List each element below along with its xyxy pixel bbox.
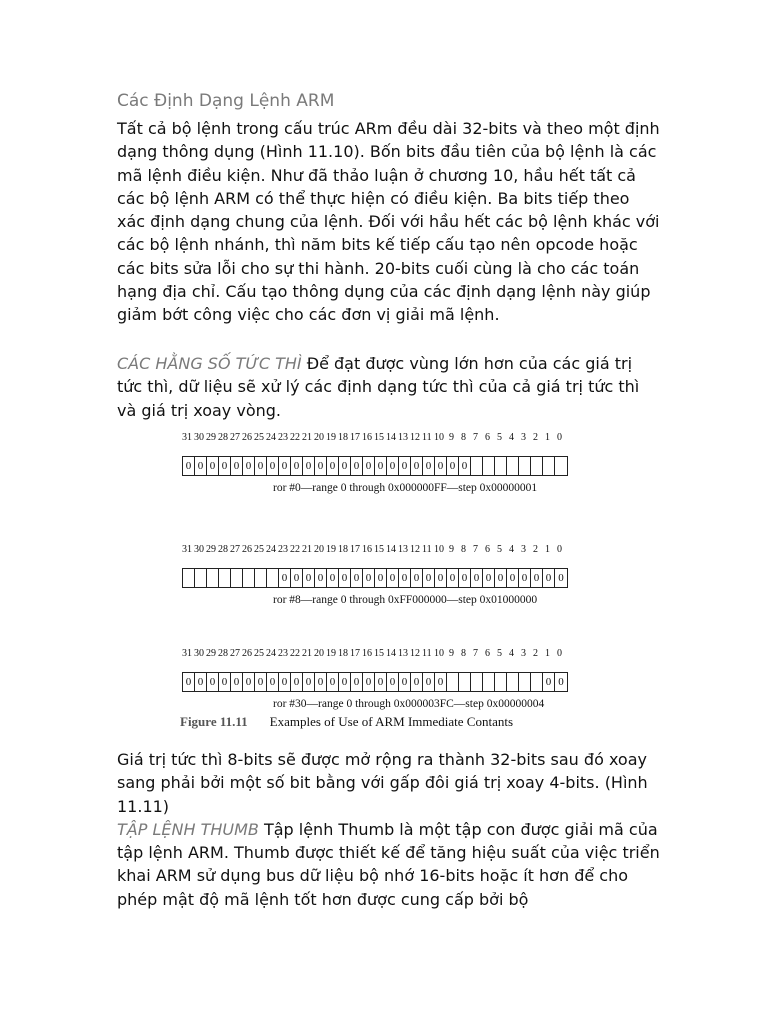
bit-number: 22 bbox=[290, 544, 300, 555]
bit-cell: 0 bbox=[351, 673, 363, 691]
bit-number: 3 bbox=[521, 432, 526, 443]
bit-number: 20 bbox=[314, 544, 324, 555]
bit-cell bbox=[195, 569, 207, 587]
bit-cell: 0 bbox=[231, 673, 243, 691]
bit-number: 3 bbox=[521, 544, 526, 555]
bit-number: 9 bbox=[449, 544, 454, 555]
bit-number: 28 bbox=[218, 648, 228, 659]
bit-cell: 0 bbox=[219, 673, 231, 691]
bit-cell: 0 bbox=[507, 569, 519, 587]
bit-cell bbox=[507, 673, 519, 691]
bit-number: 23 bbox=[278, 432, 288, 443]
bit-cell: 0 bbox=[423, 569, 435, 587]
bit-cell bbox=[183, 569, 195, 587]
bit-cell: 0 bbox=[495, 569, 507, 587]
bit-number: 8 bbox=[461, 648, 466, 659]
bit-number: 7 bbox=[473, 432, 478, 443]
bit-cell: 0 bbox=[231, 457, 243, 475]
bit-cell bbox=[519, 673, 531, 691]
bit-number: 1 bbox=[545, 544, 550, 555]
bit-cell bbox=[471, 673, 483, 691]
bit-number: 26 bbox=[242, 432, 252, 443]
bit-cell bbox=[243, 569, 255, 587]
bit-cell: 0 bbox=[558, 572, 564, 584]
bit-cell: 0 bbox=[399, 457, 411, 475]
paragraph-rotation-and-thumb bbox=[117, 748, 662, 911]
bit-number: 6 bbox=[485, 648, 490, 659]
bit-number: 5 bbox=[497, 432, 502, 443]
bit-cell: 0 bbox=[267, 673, 279, 691]
bit-number: 28 bbox=[218, 432, 228, 443]
bit-cell: 0 bbox=[279, 457, 291, 475]
bit-cells bbox=[182, 672, 568, 692]
bit-number-header bbox=[178, 544, 668, 560]
bit-cell: 0 bbox=[195, 673, 207, 691]
bit-cell: 0 bbox=[303, 673, 315, 691]
bit-number: 16 bbox=[362, 648, 372, 659]
bit-number: 5 bbox=[497, 648, 502, 659]
bit-cell bbox=[255, 569, 267, 587]
bit-cell: 0 bbox=[375, 457, 387, 475]
bit-number: 7 bbox=[473, 648, 478, 659]
bit-cell: 0 bbox=[435, 673, 447, 691]
bit-number: 21 bbox=[302, 432, 312, 443]
bit-number: 19 bbox=[326, 648, 336, 659]
bit-number: 18 bbox=[338, 432, 348, 443]
bit-cell bbox=[519, 457, 531, 475]
bit-cell bbox=[471, 457, 483, 475]
figure-caption bbox=[180, 714, 513, 730]
bit-cell: 0 bbox=[387, 457, 399, 475]
bit-cell: 0 bbox=[363, 457, 375, 475]
figure-title: Examples of Use of ARM Immediate Contants bbox=[269, 714, 514, 729]
figure-11-11 bbox=[178, 432, 688, 742]
bit-number: 15 bbox=[374, 432, 384, 443]
bit-number: 2 bbox=[533, 544, 538, 555]
bit-number: 2 bbox=[533, 432, 538, 443]
bit-number: 25 bbox=[254, 648, 264, 659]
bit-number: 8 bbox=[461, 432, 466, 443]
page-heading: Các Định Dạng Lệnh ARM bbox=[117, 91, 335, 111]
bit-cell bbox=[555, 457, 567, 475]
figure-number: Figure 11.11 bbox=[180, 714, 248, 729]
row-caption: ror #30—range 0 through 0x000003FC—step 0x00000004 bbox=[273, 698, 545, 710]
bit-cell: 0 bbox=[183, 457, 195, 475]
bit-cell: 0 bbox=[243, 673, 255, 691]
bit-cell: 0 bbox=[291, 673, 303, 691]
bit-number: 13 bbox=[398, 648, 408, 659]
bit-number: 19 bbox=[326, 544, 336, 555]
bit-cell bbox=[531, 457, 543, 475]
bit-number: 29 bbox=[206, 544, 216, 555]
bit-cell: 0 bbox=[459, 569, 471, 587]
bit-number: 30 bbox=[194, 648, 204, 659]
bit-number: 20 bbox=[314, 648, 324, 659]
bit-number: 17 bbox=[350, 432, 360, 443]
bit-cell: 0 bbox=[255, 457, 267, 475]
bit-number: 16 bbox=[362, 544, 372, 555]
bit-cell: 0 bbox=[315, 457, 327, 475]
bit-number: 0 bbox=[557, 648, 562, 659]
bit-number: 26 bbox=[242, 648, 252, 659]
bit-cell: 0 bbox=[363, 673, 375, 691]
bit-number: 27 bbox=[230, 432, 240, 443]
bit-cell: 0 bbox=[483, 569, 495, 587]
bit-number: 14 bbox=[386, 544, 396, 555]
bit-cell bbox=[483, 673, 495, 691]
bit-cell: 0 bbox=[435, 457, 447, 475]
bit-cell: 0 bbox=[351, 457, 363, 475]
bit-cell: 0 bbox=[411, 457, 423, 475]
bit-cell: 0 bbox=[183, 673, 195, 691]
bit-number: 12 bbox=[410, 648, 420, 659]
bit-number: 30 bbox=[194, 432, 204, 443]
bit-cell: 0 bbox=[327, 457, 339, 475]
bit-number: 1 bbox=[545, 648, 550, 659]
bit-cell: 0 bbox=[387, 569, 399, 587]
bit-number: 14 bbox=[386, 432, 396, 443]
bit-cell: 0 bbox=[363, 569, 375, 587]
bit-cell: 0 bbox=[447, 569, 459, 587]
bit-cell: 0 bbox=[291, 569, 303, 587]
bit-number: 25 bbox=[254, 432, 264, 443]
paragraph-instruction-format: Tất cả bộ lệnh trong cấu trúc ARm đều dài 32-bits và theo một định dạng thông dụng (Hình 11.10). Bốn bits đầu tiên của bộ lệnh là các mã lệnh điều kiện. Như đã thảo luận ở chương 10, hầu hết tất cả các bộ lệnh ARM có thể thực hiện có điều kiện. Ba bits tiếp theo xác định dạng chung của lệnh. Đối với hầu hết các bộ lệnh khác với các bộ lệnh nhánh, thì năm bits kế tiếp cấu tạo nên opcode hoặc các bits sửa lỗi cho sự thi hành. 20-bits cuối cùng là cho các toán hạng địa chỉ. Cấu tạo thông dụng của các định dạng lệnh này giúp giảm bớt công việc cho các đơn vị giải mã lệnh. bbox=[117, 119, 660, 325]
row-caption: ror #0—range 0 through 0x000000FF—step 0x00000001 bbox=[273, 482, 538, 494]
bit-cell bbox=[507, 457, 519, 475]
bit-number: 14 bbox=[386, 648, 396, 659]
bit-number: 17 bbox=[350, 544, 360, 555]
bit-number-header bbox=[178, 648, 668, 664]
bit-cell bbox=[531, 673, 543, 691]
bit-number: 4 bbox=[509, 648, 514, 659]
bit-number: 24 bbox=[266, 544, 276, 555]
bit-number: 29 bbox=[206, 432, 216, 443]
bit-cell: 0 bbox=[279, 569, 291, 587]
bit-cell: 0 bbox=[519, 569, 531, 587]
bit-cell: 0 bbox=[339, 569, 351, 587]
bit-cell: 0 bbox=[399, 569, 411, 587]
bit-cell: 0 bbox=[339, 457, 351, 475]
bit-number: 11 bbox=[422, 648, 432, 659]
bit-cell: 0 bbox=[459, 457, 471, 475]
bit-number: 8 bbox=[461, 544, 466, 555]
bit-cell: 0 bbox=[399, 673, 411, 691]
bit-number: 17 bbox=[350, 648, 360, 659]
bit-cell bbox=[483, 457, 495, 475]
bit-number: 10 bbox=[434, 648, 444, 659]
bit-cell: 0 bbox=[447, 457, 459, 475]
bit-cell: 0 bbox=[411, 569, 423, 587]
bit-cell: 0 bbox=[423, 457, 435, 475]
bit-number: 13 bbox=[398, 432, 408, 443]
bit-number: 11 bbox=[422, 544, 432, 555]
bit-number: 9 bbox=[449, 648, 454, 659]
bit-number: 31 bbox=[182, 544, 192, 555]
bit-number: 21 bbox=[302, 648, 312, 659]
section-label-thumb: TẬP LỆNH THUMB bbox=[117, 819, 259, 839]
bit-cell: 0 bbox=[531, 569, 543, 587]
bit-number: 24 bbox=[266, 432, 276, 443]
bit-cell: 0 bbox=[423, 673, 435, 691]
bit-cell: 0 bbox=[351, 569, 363, 587]
bit-cell: 0 bbox=[543, 569, 555, 587]
bit-number-header bbox=[178, 432, 668, 448]
bit-number: 23 bbox=[278, 544, 288, 555]
bit-cell: 0 bbox=[219, 457, 231, 475]
bit-number: 27 bbox=[230, 648, 240, 659]
bit-number: 16 bbox=[362, 432, 372, 443]
bit-number: 28 bbox=[218, 544, 228, 555]
bit-cell bbox=[219, 569, 231, 587]
bit-number: 22 bbox=[290, 648, 300, 659]
bit-cell: 0 bbox=[195, 457, 207, 475]
bit-cell: 0 bbox=[375, 569, 387, 587]
bit-cells bbox=[182, 568, 568, 588]
section-text-thumb: Tập lệnh Thumb là một tập con được giải mã của tập lệnh ARM. Thumb được thiết kế để tăng hiệu suất của việc triển khai ARM sử dụng bus dữ liệu bộ nhớ 16-bits hoặc ít hơn để cho phép mật độ mã lệnh tốt hơn được cung cấp bởi bộ bbox=[117, 819, 660, 909]
bit-cell bbox=[267, 569, 279, 587]
bit-number: 0 bbox=[557, 544, 562, 555]
bit-number: 7 bbox=[473, 544, 478, 555]
bit-number: 24 bbox=[266, 648, 276, 659]
bit-cell: 0 bbox=[411, 673, 423, 691]
bit-number: 0 bbox=[557, 432, 562, 443]
bit-number: 26 bbox=[242, 544, 252, 555]
bit-number: 18 bbox=[338, 544, 348, 555]
bit-cell bbox=[495, 457, 507, 475]
section-label-immediate-constants: CÁC HẰNG SỐ TỨC THÌ bbox=[117, 354, 302, 373]
bit-number: 12 bbox=[410, 544, 420, 555]
bit-number: 31 bbox=[182, 648, 192, 659]
bit-number: 6 bbox=[485, 544, 490, 555]
bit-cell: 0 bbox=[327, 569, 339, 587]
bit-number: 10 bbox=[434, 544, 444, 555]
bit-number: 11 bbox=[422, 432, 432, 443]
bit-number: 19 bbox=[326, 432, 336, 443]
bit-number: 12 bbox=[410, 432, 420, 443]
bit-number: 4 bbox=[509, 432, 514, 443]
bit-number: 5 bbox=[497, 544, 502, 555]
bit-cell: 0 bbox=[471, 569, 483, 587]
bit-number: 31 bbox=[182, 432, 192, 443]
bit-number: 2 bbox=[533, 648, 538, 659]
bit-cell: 0 bbox=[303, 569, 315, 587]
bit-cell: 0 bbox=[255, 673, 267, 691]
paragraph-rotation: Giá trị tức thì 8-bits sẽ được mở rộng ra thành 32-bits sau đó xoay sang phải bởi một số bit bằng với gấp đôi giá trị xoay 4-bits. (Hình 11.11) bbox=[117, 750, 648, 816]
bit-number: 6 bbox=[485, 432, 490, 443]
bit-cell: 0 bbox=[387, 673, 399, 691]
bit-cell: 0 bbox=[315, 569, 327, 587]
bit-cell bbox=[231, 569, 243, 587]
bit-number: 27 bbox=[230, 544, 240, 555]
bit-cell: 0 bbox=[327, 673, 339, 691]
bit-cell bbox=[543, 457, 555, 475]
bit-cell: 0 bbox=[267, 457, 279, 475]
bit-cell: 0 bbox=[558, 676, 564, 688]
bit-number: 15 bbox=[374, 648, 384, 659]
bit-number: 3 bbox=[521, 648, 526, 659]
bit-number: 15 bbox=[374, 544, 384, 555]
bit-number: 29 bbox=[206, 648, 216, 659]
bit-cell: 0 bbox=[435, 569, 447, 587]
bit-cell: 0 bbox=[543, 673, 555, 691]
bit-number: 13 bbox=[398, 544, 408, 555]
bit-cell bbox=[459, 673, 471, 691]
bit-number: 22 bbox=[290, 432, 300, 443]
bit-cell: 0 bbox=[279, 673, 291, 691]
bit-number: 21 bbox=[302, 544, 312, 555]
bit-cell: 0 bbox=[207, 673, 219, 691]
bit-cell: 0 bbox=[303, 457, 315, 475]
bit-cell: 0 bbox=[375, 673, 387, 691]
bit-number: 9 bbox=[449, 432, 454, 443]
bit-cell bbox=[495, 673, 507, 691]
paragraph-immediate-constants bbox=[117, 352, 662, 422]
bit-cell: 0 bbox=[291, 457, 303, 475]
bit-cell: 0 bbox=[243, 457, 255, 475]
bit-cell: 0 bbox=[207, 457, 219, 475]
bit-number: 18 bbox=[338, 648, 348, 659]
bit-cell: 0 bbox=[339, 673, 351, 691]
bit-number: 25 bbox=[254, 544, 264, 555]
bit-cell bbox=[447, 673, 459, 691]
bit-cell bbox=[207, 569, 219, 587]
bit-cells bbox=[182, 456, 568, 476]
bit-number: 30 bbox=[194, 544, 204, 555]
row-caption: ror #8—range 0 through 0xFF000000—step 0x01000000 bbox=[273, 594, 538, 606]
bit-number: 23 bbox=[278, 648, 288, 659]
bit-number: 4 bbox=[509, 544, 514, 555]
bit-number: 1 bbox=[545, 432, 550, 443]
section-text-immediate-constants: Để đạt được vùng lớn hơn của các giá trị tức thì, dữ liệu sẽ xử lý các định dạng tức thì của cả giá trị tức thì và giá trị xoay vòng. bbox=[117, 354, 640, 420]
bit-cell: 0 bbox=[315, 673, 327, 691]
bit-number: 20 bbox=[314, 432, 324, 443]
bit-number: 10 bbox=[434, 432, 444, 443]
